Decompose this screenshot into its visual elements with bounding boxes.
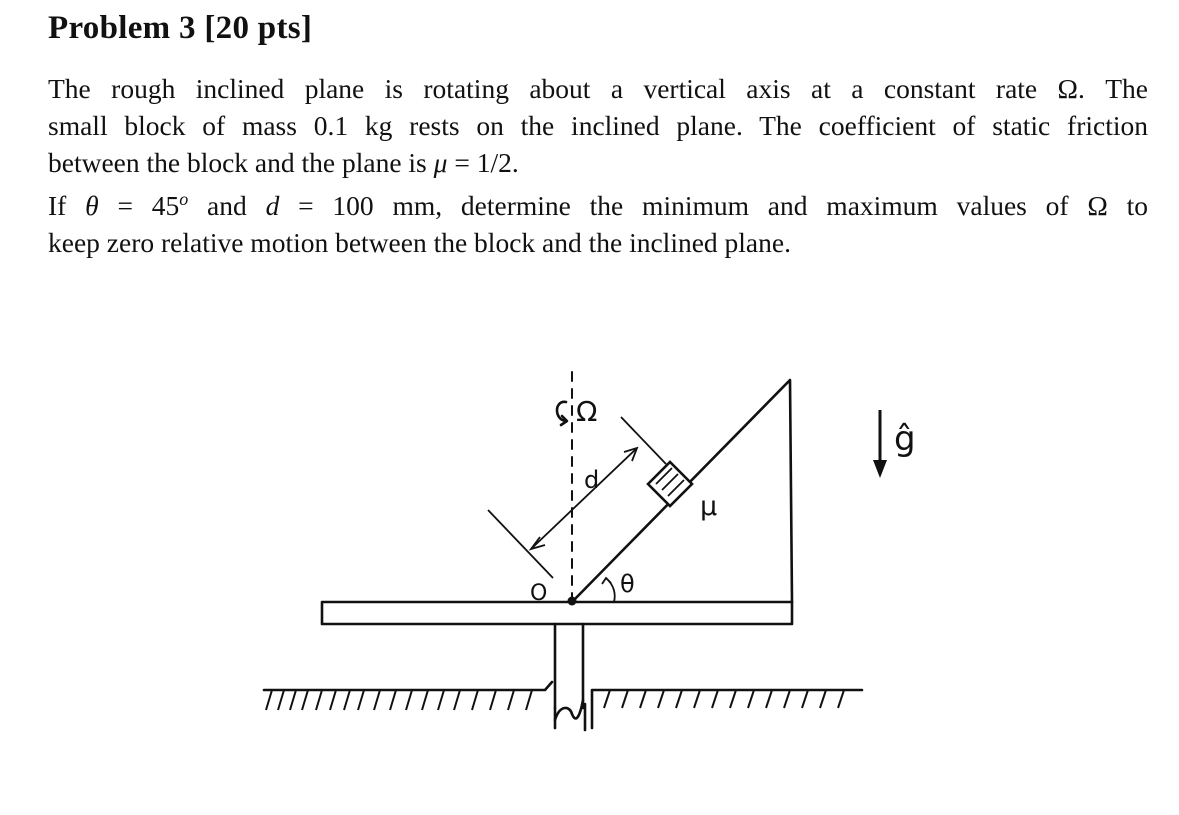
statement-text: = 45 xyxy=(98,190,180,222)
statement-text: and xyxy=(188,190,266,222)
statement-text: between the block and the plane is xyxy=(48,147,434,178)
origin-label: O xyxy=(530,581,548,606)
gravity-label: ĝ xyxy=(894,419,916,459)
statement-text: = 1/2. xyxy=(447,147,519,178)
mu-label: μ xyxy=(700,491,718,522)
math-theta: θ xyxy=(85,190,99,222)
statement-text: = 100 mm, determine the minimum and maximum values of Ω to xyxy=(279,190,1148,222)
omega-label: Ω xyxy=(576,395,598,428)
problem-title: Problem 3 [20 pts] xyxy=(48,10,313,46)
math-mu: μ xyxy=(433,147,448,178)
shaft-break xyxy=(555,700,583,720)
theta-label: θ xyxy=(620,570,635,598)
shaft xyxy=(555,624,583,708)
pivot-point xyxy=(568,597,577,606)
gravity-arrow xyxy=(873,410,887,478)
math-d: d xyxy=(265,190,280,222)
theta-angle xyxy=(576,578,648,602)
d-label: d xyxy=(584,466,600,494)
platform xyxy=(322,602,792,624)
ground-left xyxy=(264,682,552,690)
math-degree: o xyxy=(179,189,189,209)
dimension-d xyxy=(488,417,666,578)
statement-text: The rough inclined plane is rotating about a vertical axis at a constant rate Ω. The xyxy=(48,73,1148,104)
block xyxy=(648,462,692,506)
statement-text: keep zero relative motion between the block and the inclined plane. xyxy=(48,227,791,259)
ground-right xyxy=(592,690,862,728)
statement-text: small block of mass 0.1 kg rests on the inclined plane. The coefficient of static friction xyxy=(48,110,1148,141)
statement-text: If xyxy=(48,190,86,222)
